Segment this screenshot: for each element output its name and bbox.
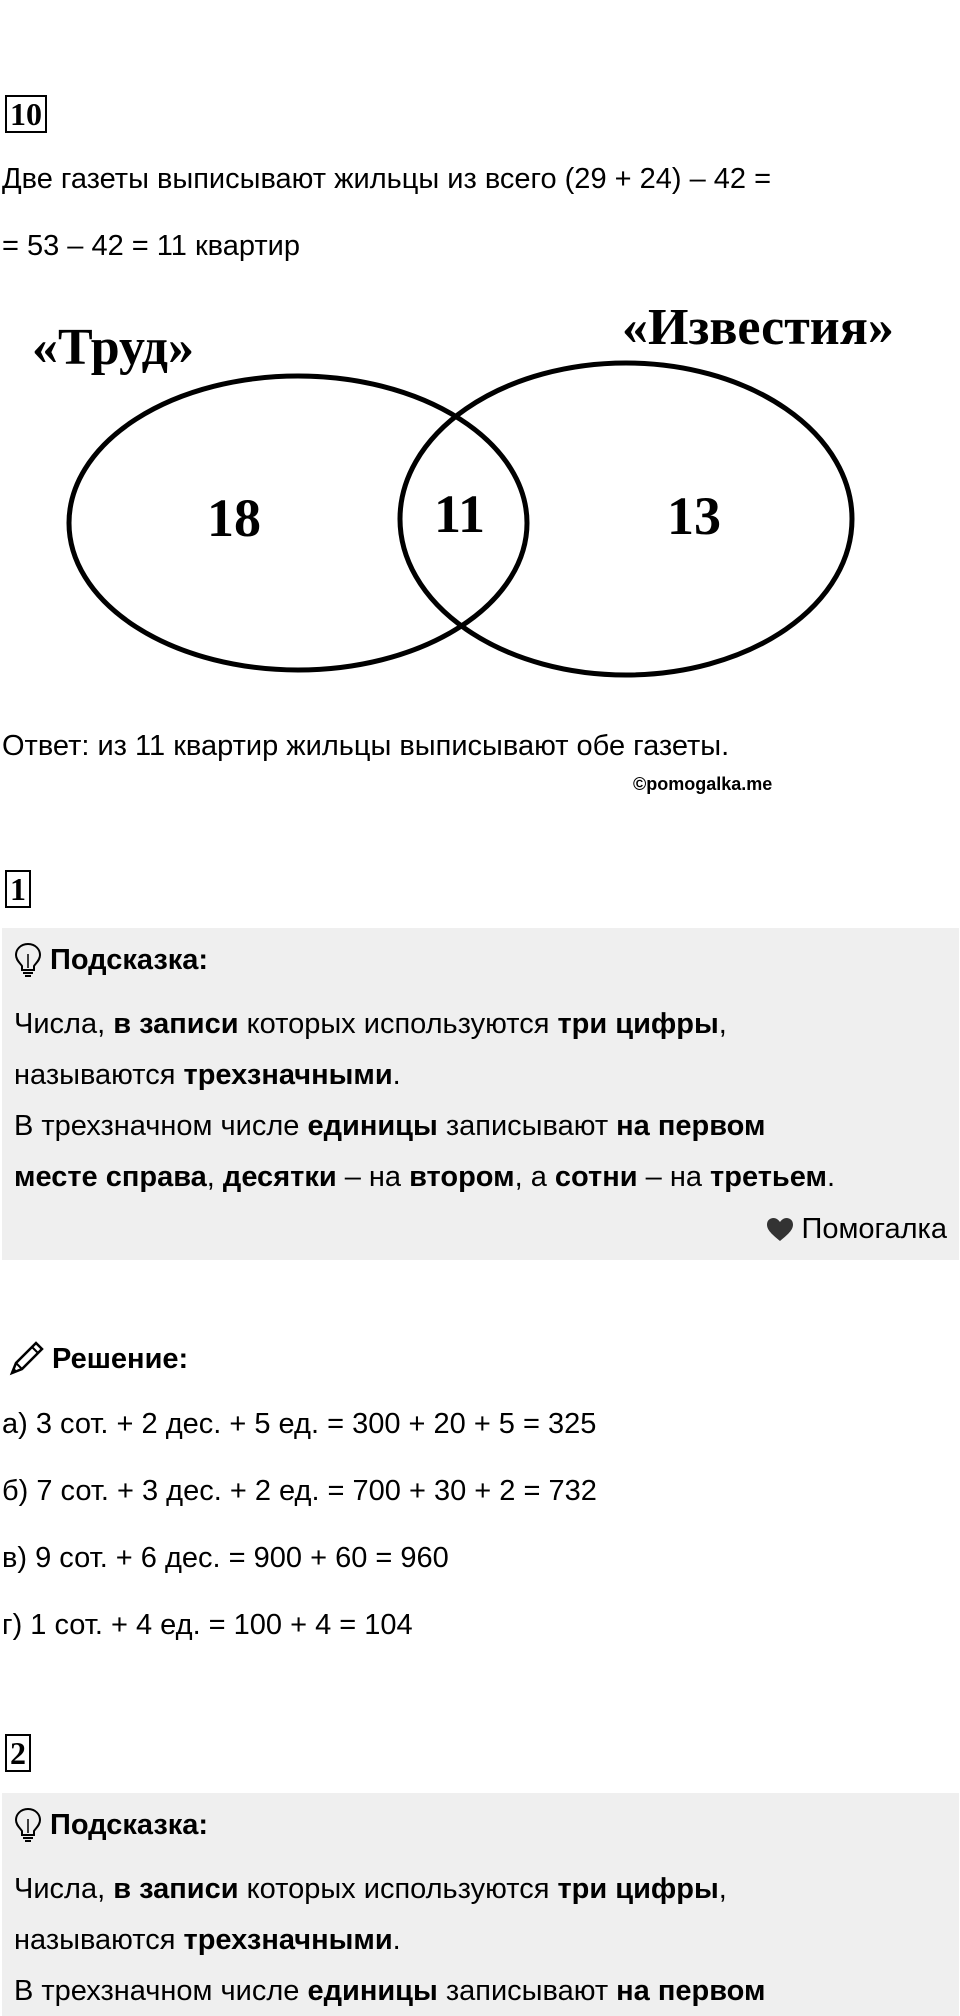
task-number-1: 1 [5, 870, 31, 908]
solution-title [6, 1339, 188, 1379]
task-number-10: 10 [5, 95, 47, 133]
hint-title-text: Подсказка: [50, 1808, 209, 1841]
hint-title-text: Подсказка: [50, 943, 209, 976]
hint-line-4: месте справа, десятки – на втором, а сотни – на третьем. [14, 1161, 835, 1193]
hint-title [14, 942, 208, 978]
hint-line-3: В трехзначном числе единицы записывают на первом [14, 1975, 766, 2007]
venn-value-both: 11 [434, 484, 486, 544]
venn-value-left-only: 18 [207, 488, 261, 548]
solution-line-b: б) 7 сот. + 3 дес. + 2 ед. = 700 + 30 + 2 = 732 [2, 1475, 597, 1507]
solution-line-c: в) 9 сот. + 6 дес. = 900 + 60 = 960 [2, 1542, 449, 1574]
signature-text: Помогалка [801, 1213, 947, 1245]
solution-line-a: а) 3 сот. + 2 дес. + 5 ед. = 300 + 20 + 5 = 325 [2, 1408, 597, 1440]
hint-title [14, 1807, 208, 1843]
pencil-icon [6, 1339, 46, 1379]
heart-icon [766, 1217, 794, 1243]
task10-line-1: Две газеты выписывают жильцы из всего (29 + 24) – 42 = [2, 163, 772, 195]
task10-line-2: = 53 – 42 = 11 квартир [2, 230, 300, 262]
signature [766, 1213, 947, 1246]
task-number-2: 2 [5, 1734, 31, 1772]
lightbulb-icon [14, 942, 42, 978]
hint-line-2: называются трехзначными. [14, 1059, 401, 1091]
hint-box-task1 [2, 928, 959, 1260]
hint-line-3: В трехзначном числе единицы записывают на первом [14, 1110, 766, 1142]
hint-line-1: Числа, в записи которых используются три цифры, [14, 1008, 727, 1040]
venn-value-right-only: 13 [667, 486, 721, 546]
venn-label-trud: «Труд» [32, 319, 194, 376]
task10-answer: Ответ: из 11 квартир жильцы выписывают обе газеты. [2, 730, 730, 762]
lightbulb-icon [14, 1807, 42, 1843]
hint-line-2: называются трехзначными. [14, 1924, 401, 1956]
solution-title-text: Решение: [52, 1342, 189, 1375]
copyright-text: ©pomogalka.me [633, 774, 773, 794]
hint-line-1: Числа, в записи которых используются три цифры, [14, 1873, 727, 1905]
venn-label-izvestiya: «Известия» [622, 299, 894, 356]
solution-line-d: г) 1 сот. + 4 ед. = 100 + 4 = 104 [2, 1609, 413, 1641]
hint-box-task2 [2, 1793, 959, 2016]
